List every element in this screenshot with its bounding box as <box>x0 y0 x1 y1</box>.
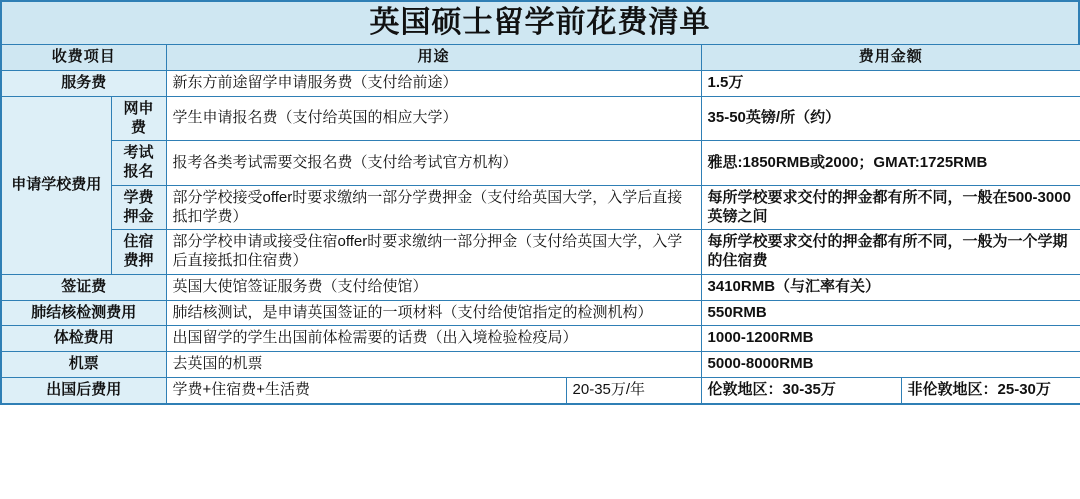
row-amount-service-fee: 1.5万 <box>701 71 1080 97</box>
row-use-exam-registration: 报考各类考试需要交报名费（支付给考试官方机构） <box>166 141 701 186</box>
row-amount-non-london: 非伦敦地区：25-30万 <box>901 377 1080 403</box>
table-row <box>1 274 1080 300</box>
table-row <box>1 326 1080 352</box>
page-title-bar <box>0 0 1080 44</box>
row-use-tuition-deposit: 部分学校接受offer时要求缴纳一部分学费押金（支付给英国大学，入学后直接抵扣学费） <box>166 185 701 230</box>
table-row <box>1 185 1080 230</box>
table-row <box>1 141 1080 186</box>
table-header-row <box>1 45 1080 71</box>
row-amount-accommodation-deposit: 每所学校要求交付的押金都有所不同，一般为一个学期的住宿费 <box>701 230 1080 275</box>
row-amount-online-application: 35-50英镑/所（约） <box>701 96 1080 141</box>
sub-label-accommodation-deposit: 住宿费押 <box>111 230 166 275</box>
row-use-online-application: 学生申请报名费（支付给英国的相应大学） <box>166 96 701 141</box>
row-label-after-departure: 出国后费用 <box>1 377 166 403</box>
header-use: 用途 <box>166 45 701 71</box>
row-amount-visa-fee: 3410RMB（与汇率有关） <box>701 274 1080 300</box>
row-use-after-departure: 学费+住宿费+生活费 <box>166 377 566 403</box>
table-row-after-departure <box>1 377 1080 403</box>
row-amount-london: 伦敦地区：30-35万 <box>701 377 901 403</box>
row-use-air-ticket: 去英国的机票 <box>166 352 701 378</box>
row-amount-tb-test-fee: 550RMB <box>701 300 1080 326</box>
row-rate-after-departure: 20-35万/年 <box>566 377 701 403</box>
row-label-service-fee: 服务费 <box>1 71 166 97</box>
table-row <box>1 230 1080 275</box>
row-amount-exam-registration: 雅思:1850RMB或2000；GMAT:1725RMB <box>701 141 1080 186</box>
row-amount-medical-exam-fee: 1000-1200RMB <box>701 326 1080 352</box>
row-amount-tuition-deposit: 每所学校要求交付的押金都有所不同，一般在500-3000英镑之间 <box>701 185 1080 230</box>
row-label-medical-exam-fee: 体检费用 <box>1 326 166 352</box>
header-item: 收费项目 <box>1 45 166 71</box>
table-row <box>1 71 1080 97</box>
row-use-tb-test-fee: 肺结核测试，是申请英国签证的一项材料（支付给使馆指定的检测机构） <box>166 300 701 326</box>
row-use-medical-exam-fee: 出国留学的学生出国前体检需要的话费（出入境检验检疫局） <box>166 326 701 352</box>
sub-label-exam-registration: 考试报名 <box>111 141 166 186</box>
row-use-visa-fee: 英国大使馆签证服务费（支付给使馆） <box>166 274 701 300</box>
row-amount-air-ticket: 5000-8000RMB <box>701 352 1080 378</box>
table-row <box>1 300 1080 326</box>
sub-label-tuition-deposit: 学费押金 <box>111 185 166 230</box>
row-label-tb-test-fee: 肺结核检测费用 <box>1 300 166 326</box>
row-use-service-fee: 新东方前途留学申请服务费（支付给前途） <box>166 71 701 97</box>
row-label-application-fees: 申请学校费用 <box>1 96 111 274</box>
row-label-visa-fee: 签证费 <box>1 274 166 300</box>
sub-label-online-application: 网申费 <box>111 96 166 141</box>
header-amount: 费用金额 <box>701 45 1080 71</box>
cost-table <box>0 44 1080 405</box>
row-label-air-ticket: 机票 <box>1 352 166 378</box>
page-title: 英国硕士留学前花费清单 <box>369 6 711 39</box>
table-row <box>1 352 1080 378</box>
table-row <box>1 96 1080 141</box>
row-use-accommodation-deposit: 部分学校申请或接受住宿offer时要求缴纳一部分押金（支付给英国大学，入学后直接抵扣住宿费） <box>166 230 701 275</box>
